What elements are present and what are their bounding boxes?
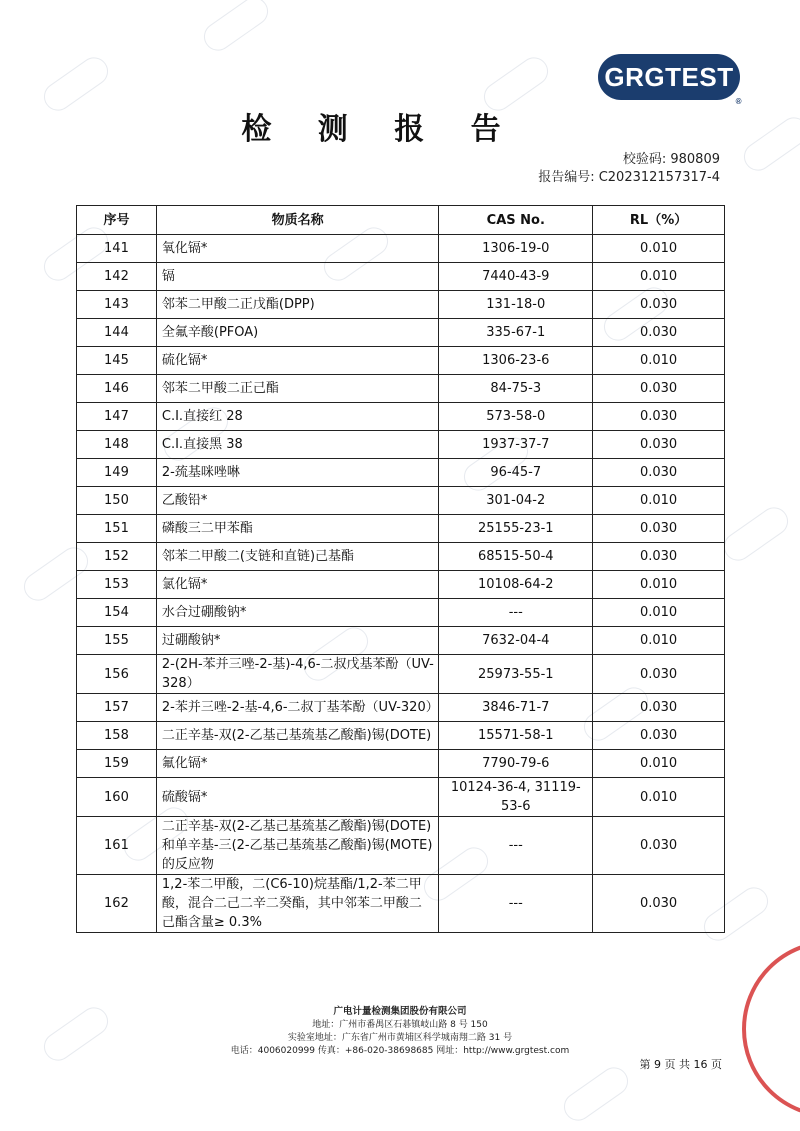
row-rl: 0.030	[593, 655, 725, 694]
row-rl: 0.010	[593, 263, 725, 291]
row-cas: 10124-36-4, 31119-53-6	[439, 778, 593, 817]
table-row	[77, 375, 725, 403]
row-cas: 10108-64-2	[439, 571, 593, 599]
table-row	[77, 627, 725, 655]
row-no: 161	[77, 817, 157, 875]
row-name: 邻苯二甲酸二(支链和直链)己基酯	[156, 543, 439, 571]
footer-address: 地址：广州市番禺区石碁镇岐山路 8 号 150	[312, 1020, 488, 1030]
row-cas: 7440-43-9	[439, 263, 593, 291]
row-cas: 1306-19-0	[439, 235, 593, 263]
row-name: 全氟辛酸(PFOA)	[156, 319, 439, 347]
row-rl: 0.030	[593, 817, 725, 875]
row-cas: 1937-37-7	[439, 431, 593, 459]
row-name: 硫酸镉*	[156, 778, 439, 817]
table-row	[77, 655, 725, 694]
row-rl: 0.030	[593, 722, 725, 750]
row-name: C.I.直接黑 38	[156, 431, 439, 459]
row-name: 邻苯二甲酸二正戊酯(DPP)	[156, 291, 439, 319]
footer-company: 广电计量检测集团股份有限公司	[333, 1006, 467, 1017]
footer-lab-address: 实验室地址：广东省广州市黄埔区科学城南翔二路 31 号	[287, 1033, 513, 1043]
row-name: 氟化镉*	[156, 750, 439, 778]
table-row	[77, 291, 725, 319]
grgtest-logo	[598, 54, 742, 106]
header-no: 序号	[77, 206, 157, 235]
row-rl: 0.030	[593, 543, 725, 571]
row-no: 156	[77, 655, 157, 694]
row-name: 硫化镉*	[156, 347, 439, 375]
table-row	[77, 694, 725, 722]
row-name: 水合过硼酸钠*	[156, 599, 439, 627]
row-name: 氯化镉*	[156, 571, 439, 599]
row-rl: 0.030	[593, 319, 725, 347]
row-cas: ---	[439, 817, 593, 875]
table-row	[77, 235, 725, 263]
table-row	[77, 543, 725, 571]
row-rl: 0.010	[593, 750, 725, 778]
row-cas: 25155-23-1	[439, 515, 593, 543]
row-rl: 0.010	[593, 235, 725, 263]
row-cas: 25973-55-1	[439, 655, 593, 694]
row-rl: 0.010	[593, 627, 725, 655]
row-cas: 301-04-2	[439, 487, 593, 515]
row-no: 144	[77, 319, 157, 347]
header-cas-no: CAS No.	[439, 206, 593, 235]
row-cas: 7632-04-4	[439, 627, 593, 655]
row-name: 2-苯并三唑-2-基-4,6-二叔丁基苯酚（UV-320）	[156, 694, 439, 722]
row-rl: 0.010	[593, 778, 725, 817]
table-row	[77, 431, 725, 459]
row-rl: 0.030	[593, 375, 725, 403]
row-no: 154	[77, 599, 157, 627]
row-no: 146	[77, 375, 157, 403]
check-code: 校验码: 980809	[622, 152, 720, 167]
header-rl: RL（%）	[593, 206, 725, 235]
table-row	[77, 515, 725, 543]
row-no: 145	[77, 347, 157, 375]
row-cas: 1306-23-6	[439, 347, 593, 375]
row-name: 二正辛基-双(2-乙基己基巯基乙酸酯)锡(DOTE)	[156, 722, 439, 750]
report-number: 报告编号: C202312157317-4	[538, 170, 720, 185]
substance-table	[76, 205, 725, 933]
header-substance-name: 物质名称	[156, 206, 439, 235]
row-rl: 0.030	[593, 515, 725, 543]
company-seal-stamp	[742, 940, 800, 1118]
row-cas: 15571-58-1	[439, 722, 593, 750]
row-cas: 84-75-3	[439, 375, 593, 403]
table-row	[77, 599, 725, 627]
table-row	[77, 459, 725, 487]
row-cas: 96-45-7	[439, 459, 593, 487]
row-no: 147	[77, 403, 157, 431]
logo-text: GRGTEST	[604, 61, 734, 92]
row-no: 162	[77, 875, 157, 933]
row-no: 152	[77, 543, 157, 571]
logo-registered-mark: ®	[735, 97, 742, 106]
row-rl: 0.030	[593, 291, 725, 319]
row-rl: 0.030	[593, 403, 725, 431]
row-name: 镉	[156, 263, 439, 291]
table-row	[77, 875, 725, 933]
row-name: 2-巯基咪唑啉	[156, 459, 439, 487]
row-rl: 0.030	[593, 431, 725, 459]
footer-contact: 电话：4006020999 传真：+86-020-38698685 网址：http://www.grgtest.com	[230, 1046, 570, 1056]
row-name: 乙酸铅*	[156, 487, 439, 515]
row-cas: 3846-71-7	[439, 694, 593, 722]
row-cas: 335-67-1	[439, 319, 593, 347]
row-rl: 0.010	[593, 599, 725, 627]
row-no: 151	[77, 515, 157, 543]
row-name: C.I.直接红 28	[156, 403, 439, 431]
row-no: 142	[77, 263, 157, 291]
row-no: 141	[77, 235, 157, 263]
row-no: 150	[77, 487, 157, 515]
row-rl: 0.010	[593, 347, 725, 375]
table-header-row	[77, 206, 725, 235]
row-rl: 0.010	[593, 487, 725, 515]
table-row	[77, 403, 725, 431]
row-no: 148	[77, 431, 157, 459]
row-name: 2-(2H-苯并三唑-2-基)-4,6-二叔戊基苯酚（UV-328）	[156, 655, 439, 694]
row-rl: 0.030	[593, 459, 725, 487]
row-cas: 7790-79-6	[439, 750, 593, 778]
row-name: 过硼酸钠*	[156, 627, 439, 655]
row-no: 158	[77, 722, 157, 750]
table-row	[77, 263, 725, 291]
row-name: 氧化镉*	[156, 235, 439, 263]
row-rl: 0.030	[593, 694, 725, 722]
row-name: 磷酸三二甲苯酯	[156, 515, 439, 543]
table-row	[77, 817, 725, 875]
row-name: 二正辛基-双(2-乙基己基巯基乙酸酯)锡(DOTE)和单辛基-三(2-乙基己基巯基乙酸酯)锡(MOTE)的反应物	[156, 817, 439, 875]
row-no: 160	[77, 778, 157, 817]
table-row	[77, 750, 725, 778]
row-cas: ---	[439, 599, 593, 627]
row-rl: 0.010	[593, 571, 725, 599]
row-no: 149	[77, 459, 157, 487]
row-no: 159	[77, 750, 157, 778]
table-row	[77, 319, 725, 347]
page-number: 第 9 页 共 16 页	[639, 1058, 722, 1071]
row-cas: 131-18-0	[439, 291, 593, 319]
table-row	[77, 347, 725, 375]
report-title: 检 测 报 告	[241, 112, 519, 147]
table-row	[77, 571, 725, 599]
row-cas: 68515-50-4	[439, 543, 593, 571]
row-no: 143	[77, 291, 157, 319]
row-no: 157	[77, 694, 157, 722]
table-row	[77, 778, 725, 817]
row-cas: 573-58-0	[439, 403, 593, 431]
row-cas: ---	[439, 875, 593, 933]
row-name: 1,2-苯二甲酸，二(C6-10)烷基酯/1,2-苯二甲酸，混合二己二辛二癸酯，其中邻苯二甲酸二己酯含量≥ 0.3%	[156, 875, 439, 933]
table-row	[77, 487, 725, 515]
row-rl: 0.030	[593, 875, 725, 933]
row-name: 邻苯二甲酸二正己酯	[156, 375, 439, 403]
row-no: 153	[77, 571, 157, 599]
row-no: 155	[77, 627, 157, 655]
table-row	[77, 722, 725, 750]
